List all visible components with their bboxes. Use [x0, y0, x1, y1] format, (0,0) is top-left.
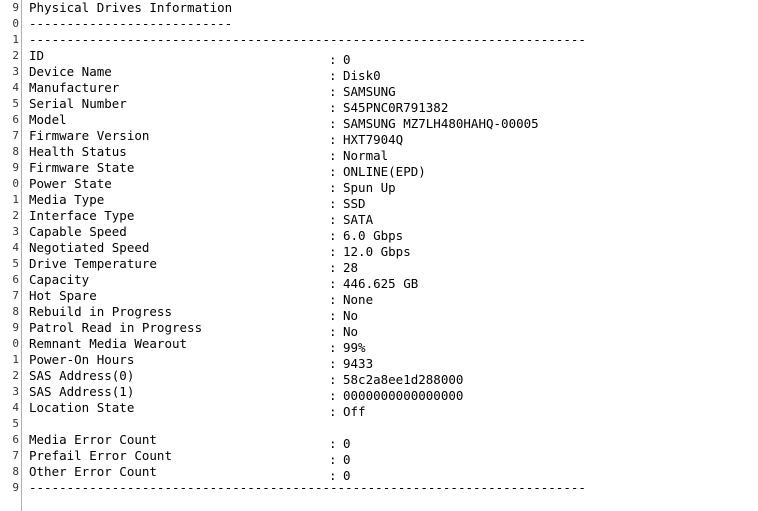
line-number: 6 — [12, 433, 19, 446]
drive-field-value: ONLINE(EPD) — [343, 164, 426, 179]
line-number-gutter — [0, 0, 22, 511]
drive-field-label: SAS Address(0) — [29, 368, 135, 383]
divider-bottom: -------------------------------------------------------------------------- — [29, 480, 586, 495]
error-count-value: 0 — [343, 452, 351, 467]
drive-field-label: Firmware State — [29, 160, 135, 175]
drive-field-value: 9433 — [343, 356, 374, 371]
line-number: 5 — [12, 417, 19, 430]
blank-line — [29, 416, 758, 432]
error-count-value: 0 — [343, 468, 351, 483]
error-count-label: Other Error Count — [29, 464, 157, 479]
field-separator: : — [329, 148, 337, 163]
drive-field-row — [29, 160, 758, 179]
drive-field-row — [29, 208, 758, 227]
drive-field-label: Model — [29, 112, 67, 127]
drive-field-label: Interface Type — [29, 208, 135, 223]
line-number: 3 — [12, 65, 19, 78]
line-number: 6 — [12, 273, 19, 286]
drive-field-label: Serial Number — [29, 96, 127, 111]
line-number: 7 — [12, 449, 19, 462]
error-count-label: Media Error Count — [29, 432, 157, 447]
drive-field-label: Capacity — [29, 272, 90, 287]
line-number: 8 — [12, 145, 19, 158]
field-separator: : — [329, 68, 337, 83]
drive-field-label: Patrol Read in Progress — [29, 320, 203, 335]
field-separator: : — [329, 180, 337, 195]
line-number: 4 — [12, 81, 19, 94]
drive-field-value: 58c2a8ee1d288000 — [343, 372, 464, 387]
line-number: 8 — [12, 305, 19, 318]
field-separator: : — [329, 132, 337, 147]
drive-field-value: S45PNC0R791382 — [343, 100, 449, 115]
drive-field-row — [29, 368, 758, 387]
line-number: 2 — [12, 49, 19, 62]
drive-field-label: Location State — [29, 400, 135, 415]
drive-field-row — [29, 240, 758, 259]
drive-field-row — [29, 80, 758, 99]
field-separator: : — [329, 292, 337, 307]
drive-field-label: Hot Spare — [29, 288, 97, 303]
field-separator: : — [329, 244, 337, 259]
drive-field-row — [29, 304, 758, 323]
line-number: 4 — [12, 401, 19, 414]
drive-field-value: 99% — [343, 340, 366, 355]
drive-field-label: Capable Speed — [29, 224, 127, 239]
drive-field-label: Rebuild in Progress — [29, 304, 172, 319]
error-count-label: Prefail Error Count — [29, 448, 172, 463]
drive-field-value: SATA — [343, 212, 374, 227]
title-underline: --------------------------- — [29, 16, 233, 31]
drive-field-label: Media Type — [29, 192, 105, 207]
field-separator: : — [329, 228, 337, 243]
drive-field-value: 0 — [343, 52, 351, 67]
line-number: 3 — [12, 385, 19, 398]
drive-field-row — [29, 128, 758, 147]
drive-field-label: ID — [29, 48, 45, 63]
line-number: 4 — [12, 241, 19, 254]
document-content — [23, 0, 758, 511]
drive-field-value: 12.0 Gbps — [343, 244, 411, 259]
line-number: 0 — [12, 177, 19, 190]
drive-field-row — [29, 272, 758, 291]
field-separator: : — [329, 52, 337, 67]
drive-field-row — [29, 336, 758, 355]
line-number: 9 — [12, 161, 19, 174]
line-number: 5 — [12, 97, 19, 110]
drive-field-value: Off — [343, 404, 366, 419]
drive-field-row — [29, 352, 758, 371]
drive-field-row — [29, 384, 758, 403]
error-count-value: 0 — [343, 436, 351, 451]
drive-field-value: 6.0 Gbps — [343, 228, 404, 243]
drive-field-value: 0000000000000000 — [343, 388, 464, 403]
document-title: Physical Drives Information — [29, 0, 233, 15]
drive-field-value: HXT7904Q — [343, 132, 404, 147]
drive-field-value: None — [343, 292, 374, 307]
divider-top: -------------------------------------------------------------------------- — [29, 32, 586, 47]
error-count-row — [29, 464, 758, 483]
line-number: 9 — [12, 1, 19, 14]
line-number: 7 — [12, 289, 19, 302]
drive-field-label: Health Status — [29, 144, 127, 159]
drive-field-row — [29, 48, 758, 67]
line-number: 0 — [12, 17, 19, 30]
drive-field-label: SAS Address(1) — [29, 384, 135, 399]
drive-field-value: Disk0 — [343, 68, 381, 83]
field-separator: : — [329, 116, 337, 131]
line-number: 9 — [12, 481, 19, 494]
field-separator: : — [329, 452, 337, 467]
drive-field-label: Device Name — [29, 64, 112, 79]
field-separator: : — [329, 324, 337, 339]
drive-field-value: Spun Up — [343, 180, 396, 195]
drive-field-value: Normal — [343, 148, 389, 163]
field-separator: : — [329, 372, 337, 387]
drive-field-row — [29, 176, 758, 195]
line-number: 6 — [12, 113, 19, 126]
drive-field-label: Drive Temperature — [29, 256, 157, 271]
drive-field-row — [29, 96, 758, 115]
field-separator: : — [329, 308, 337, 323]
field-separator: : — [329, 164, 337, 179]
drive-field-label: Power State — [29, 176, 112, 191]
line-number: 7 — [12, 129, 19, 142]
drive-field-row — [29, 320, 758, 339]
drive-field-value: 446.625 GB — [343, 276, 419, 291]
line-number: 5 — [12, 257, 19, 270]
field-separator: : — [329, 468, 337, 483]
field-separator: : — [329, 388, 337, 403]
drive-field-value: 28 — [343, 260, 359, 275]
drive-field-row — [29, 64, 758, 83]
field-separator: : — [329, 340, 337, 355]
line-number: 9 — [12, 321, 19, 334]
field-separator: : — [329, 84, 337, 99]
line-number: 1 — [12, 193, 19, 206]
field-separator: : — [329, 436, 337, 451]
drive-field-list — [29, 48, 758, 419]
drive-field-label: Negotiated Speed — [29, 240, 150, 255]
line-number: 1 — [12, 33, 19, 46]
drive-field-label: Remnant Media Wearout — [29, 336, 188, 351]
line-number: 0 — [12, 337, 19, 350]
drive-field-label: Manufacturer — [29, 80, 120, 95]
drive-field-label: Firmware Version — [29, 128, 150, 143]
field-separator: : — [329, 196, 337, 211]
error-count-list — [29, 432, 758, 483]
field-separator: : — [329, 260, 337, 275]
drive-field-label: Power-On Hours — [29, 352, 135, 367]
drive-field-value: SAMSUNG — [343, 84, 396, 99]
line-number: 2 — [12, 369, 19, 382]
error-count-row — [29, 432, 758, 451]
field-separator: : — [329, 276, 337, 291]
drive-field-value: No — [343, 308, 359, 323]
drive-field-value: SSD — [343, 196, 366, 211]
drive-field-row — [29, 224, 758, 243]
drive-field-row — [29, 112, 758, 131]
drive-field-value: No — [343, 324, 359, 339]
field-separator: : — [329, 356, 337, 371]
line-number: 8 — [12, 465, 19, 478]
field-separator: : — [329, 100, 337, 115]
line-number: 1 — [12, 353, 19, 366]
drive-field-value: SAMSUNG MZ7LH480HAHQ-00005 — [343, 116, 539, 131]
line-number: 3 — [12, 225, 19, 238]
line-number: 2 — [12, 209, 19, 222]
error-count-row — [29, 448, 758, 467]
field-separator: : — [329, 404, 337, 419]
field-separator: : — [329, 212, 337, 227]
